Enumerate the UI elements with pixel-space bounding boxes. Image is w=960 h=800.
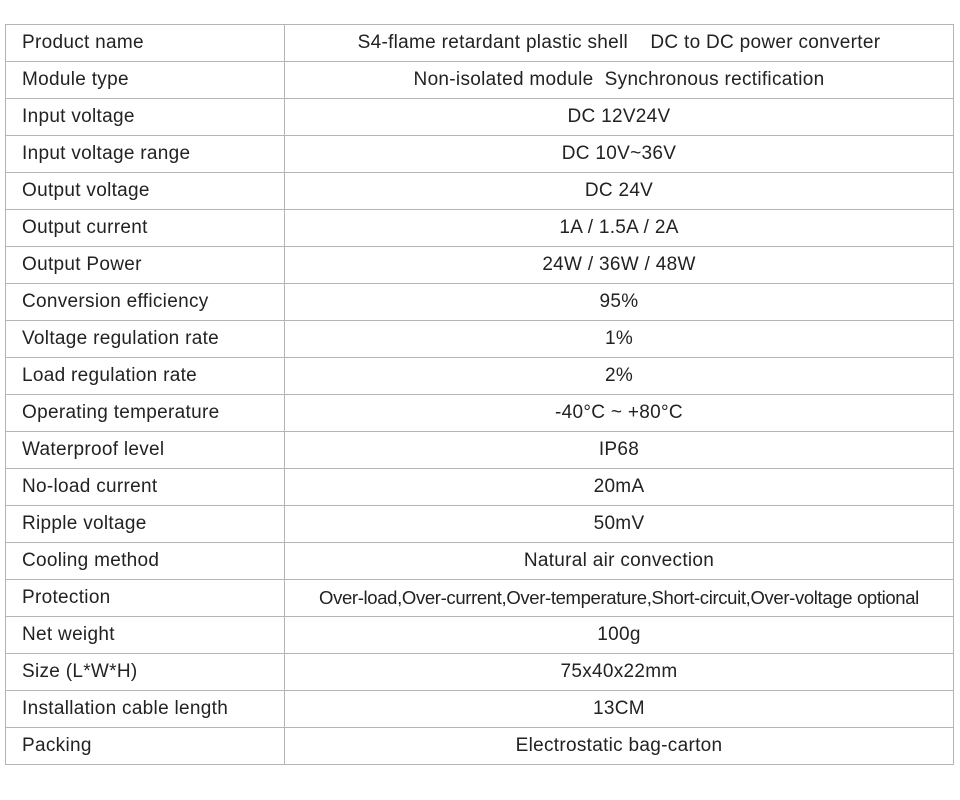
spec-label-load-regulation-rate: Load regulation rate <box>6 358 285 395</box>
spec-value-product-name: S4-flame retardant plastic shell DC to DC power converter <box>285 25 954 62</box>
table-row <box>6 210 954 247</box>
spec-value-input-voltage: DC 12V24V <box>285 99 954 136</box>
table-row <box>6 506 954 543</box>
spec-value-net-weight: 100g <box>285 617 954 654</box>
table-row <box>6 321 954 358</box>
spec-label-packing: Packing <box>6 728 285 765</box>
spec-label-net-weight: Net weight <box>6 617 285 654</box>
spec-value-size: 75x40x22mm <box>285 654 954 691</box>
spec-value-waterproof-level: IP68 <box>285 432 954 469</box>
spec-table <box>5 24 954 765</box>
spec-label-output-power: Output Power <box>6 247 285 284</box>
spec-value-conversion-efficiency: 95% <box>285 284 954 321</box>
spec-value-protection: Over-load,Over-current,Over-temperature,Short-circuit,Over-voltage optional <box>285 580 954 617</box>
table-row <box>6 617 954 654</box>
table-row <box>6 543 954 580</box>
table-row <box>6 469 954 506</box>
spec-label-output-current: Output current <box>6 210 285 247</box>
spec-value-output-power: 24W / 36W / 48W <box>285 247 954 284</box>
table-row <box>6 358 954 395</box>
spec-value-no-load-current: 20mA <box>285 469 954 506</box>
spec-value-ripple-voltage: 50mV <box>285 506 954 543</box>
spec-label-protection: Protection <box>6 580 285 617</box>
table-row <box>6 691 954 728</box>
table-row <box>6 432 954 469</box>
table-row <box>6 247 954 284</box>
spec-value-operating-temperature: -40°C ~ +80°C <box>285 395 954 432</box>
spec-value-packing: Electrostatic bag-carton <box>285 728 954 765</box>
spec-value-voltage-regulation-rate: 1% <box>285 321 954 358</box>
spec-value-cooling-method: Natural air convection <box>285 543 954 580</box>
spec-label-ripple-voltage: Ripple voltage <box>6 506 285 543</box>
spec-label-operating-temperature: Operating temperature <box>6 395 285 432</box>
table-row <box>6 62 954 99</box>
spec-label-size: Size (L*W*H) <box>6 654 285 691</box>
spec-label-installation-cable-length: Installation cable length <box>6 691 285 728</box>
spec-value-module-type: Non-isolated module Synchronous rectification <box>285 62 954 99</box>
spec-value-installation-cable-length: 13CM <box>285 691 954 728</box>
spec-value-output-voltage: DC 24V <box>285 173 954 210</box>
spec-label-output-voltage: Output voltage <box>6 173 285 210</box>
spec-label-cooling-method: Cooling method <box>6 543 285 580</box>
spec-label-waterproof-level: Waterproof level <box>6 432 285 469</box>
table-row <box>6 284 954 321</box>
spec-value-load-regulation-rate: 2% <box>285 358 954 395</box>
spec-label-input-voltage: Input voltage <box>6 99 285 136</box>
table-row <box>6 99 954 136</box>
table-row <box>6 580 954 617</box>
table-row <box>6 136 954 173</box>
spec-label-product-name: Product name <box>6 25 285 62</box>
table-row <box>6 395 954 432</box>
spec-value-input-voltage-range: DC 10V~36V <box>285 136 954 173</box>
table-row <box>6 25 954 62</box>
table-row <box>6 728 954 765</box>
spec-label-voltage-regulation-rate: Voltage regulation rate <box>6 321 285 358</box>
spec-label-no-load-current: No-load current <box>6 469 285 506</box>
table-row <box>6 654 954 691</box>
spec-label-module-type: Module type <box>6 62 285 99</box>
table-row <box>6 173 954 210</box>
spec-value-output-current: 1A / 1.5A / 2A <box>285 210 954 247</box>
spec-label-conversion-efficiency: Conversion efficiency <box>6 284 285 321</box>
spec-label-input-voltage-range: Input voltage range <box>6 136 285 173</box>
